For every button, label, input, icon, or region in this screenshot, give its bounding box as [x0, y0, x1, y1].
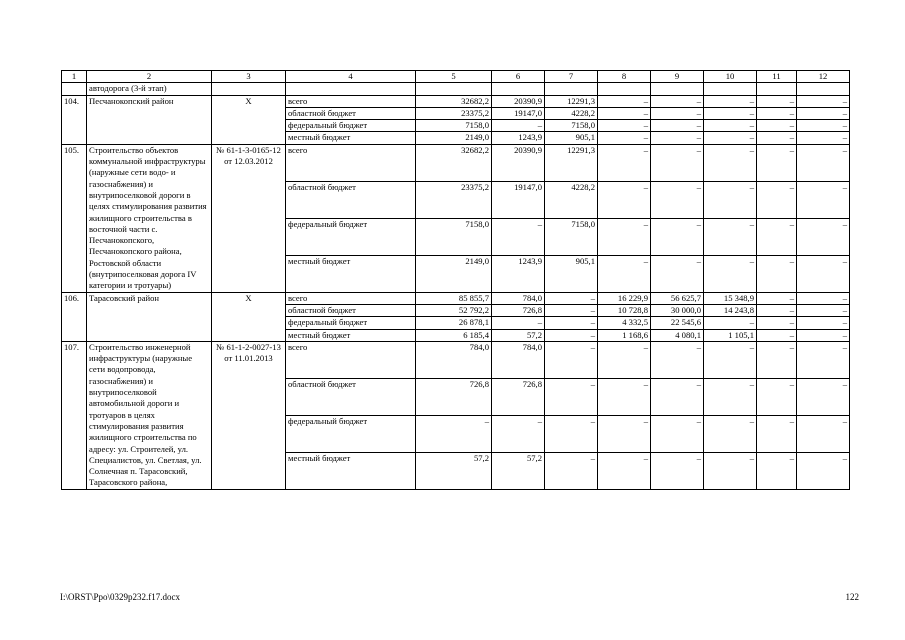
amount-cell: 905,1	[545, 255, 598, 292]
amount-cell: –	[704, 415, 757, 452]
amount-cell: 4228,2	[545, 181, 598, 218]
amount-cell: –	[545, 452, 598, 489]
table-row	[62, 341, 850, 378]
amount-cell: –	[545, 292, 598, 304]
amount-cell: 57,2	[416, 452, 492, 489]
header-cell: 4	[286, 71, 416, 83]
funding-source: областной бюджет	[286, 107, 416, 119]
amount-cell: –	[757, 317, 797, 329]
amount-cell: –	[704, 120, 757, 132]
amount-cell: –	[704, 95, 757, 107]
amount-cell: –	[757, 144, 797, 181]
header-cell: 9	[651, 71, 704, 83]
budget-table	[61, 70, 850, 490]
amount-cell: –	[545, 317, 598, 329]
amount-cell: –	[651, 415, 704, 452]
amount-cell: –	[797, 255, 850, 292]
amount-cell: –	[545, 304, 598, 316]
amount-cell: –	[545, 341, 598, 378]
funding-source: федеральный бюджет	[286, 218, 416, 255]
amount-cell: –	[492, 218, 545, 255]
funding-source: местный бюджет	[286, 452, 416, 489]
amount-cell: –	[598, 341, 651, 378]
amount-cell: –	[651, 95, 704, 107]
amount-cell: 30 000,0	[651, 304, 704, 316]
amount-cell: –	[598, 120, 651, 132]
object-name: Песчанокопский район	[87, 95, 212, 144]
amount-cell: 19147,0	[492, 107, 545, 119]
amount-cell: 1 168,6	[598, 329, 651, 341]
amount-cell: –	[757, 132, 797, 144]
amount-cell: –	[651, 120, 704, 132]
amount-cell: –	[757, 181, 797, 218]
amount-cell: 784,0	[416, 341, 492, 378]
amount-cell: –	[797, 452, 850, 489]
amount-cell: –	[704, 317, 757, 329]
funding-source: всего	[286, 144, 416, 181]
amount-cell: –	[545, 415, 598, 452]
amount-cell: –	[651, 107, 704, 119]
amount-cell: 6 185,4	[416, 329, 492, 341]
amount-cell: 57,2	[492, 452, 545, 489]
amount-cell: –	[598, 452, 651, 489]
amount-cell: –	[757, 255, 797, 292]
amount-cell: 4 080,1	[651, 329, 704, 341]
amount-cell: 10 728,8	[598, 304, 651, 316]
header-cell: 1	[62, 71, 87, 83]
amount-cell: –	[704, 132, 757, 144]
amount-cell: 4 332,5	[598, 317, 651, 329]
amount-cell: –	[598, 107, 651, 119]
document-reference: Х	[212, 95, 286, 144]
amount-cell: –	[797, 218, 850, 255]
amount-cell: –	[757, 120, 797, 132]
amount-cell: –	[797, 95, 850, 107]
amount-cell: –	[757, 95, 797, 107]
document-reference: Х	[212, 292, 286, 341]
amount-cell: 22 545,6	[651, 317, 704, 329]
amount-cell: 85 855,7	[416, 292, 492, 304]
amount-cell: 23375,2	[416, 181, 492, 218]
amount-cell: 2149,0	[416, 132, 492, 144]
amount-cell: –	[797, 181, 850, 218]
amount-cell: –	[416, 415, 492, 452]
amount-cell: 23375,2	[416, 107, 492, 119]
amount-cell: –	[704, 181, 757, 218]
object-name: Тарасовский район	[87, 292, 212, 341]
funding-source: местный бюджет	[286, 329, 416, 341]
table-row	[62, 292, 850, 304]
amount-cell: –	[598, 378, 651, 415]
amount-cell: –	[704, 378, 757, 415]
column-number-header	[62, 71, 850, 83]
amount-cell: –	[598, 415, 651, 452]
amount-cell: –	[598, 95, 651, 107]
header-cell: 8	[598, 71, 651, 83]
amount-cell: –	[704, 107, 757, 119]
amount-cell: –	[757, 304, 797, 316]
amount-cell: –	[704, 452, 757, 489]
row-number: 104.	[62, 95, 87, 144]
header-cell: 7	[545, 71, 598, 83]
funding-source: областной бюджет	[286, 304, 416, 316]
file-path: I:\ORST\Ppo\0329p232.f17.docx	[60, 592, 181, 602]
table-row	[62, 144, 850, 181]
amount-cell: 7158,0	[416, 218, 492, 255]
amount-cell: –	[651, 378, 704, 415]
amount-cell: –	[492, 415, 545, 452]
amount-cell: 57,2	[492, 329, 545, 341]
amount-cell: 7158,0	[545, 218, 598, 255]
amount-cell: 12291,3	[545, 144, 598, 181]
amount-cell: 15 348,9	[704, 292, 757, 304]
amount-cell: –	[598, 218, 651, 255]
amount-cell: –	[797, 292, 850, 304]
funding-source: всего	[286, 341, 416, 378]
amount-cell: 1 105,1	[704, 329, 757, 341]
amount-cell: –	[797, 378, 850, 415]
funding-source: федеральный бюджет	[286, 317, 416, 329]
amount-cell: –	[598, 132, 651, 144]
amount-cell: 26 878,1	[416, 317, 492, 329]
row-number: 105.	[62, 144, 87, 292]
amount-cell: –	[797, 120, 850, 132]
amount-cell: –	[797, 132, 850, 144]
amount-cell: 20390,9	[492, 95, 545, 107]
funding-source: федеральный бюджет	[286, 415, 416, 452]
amount-cell: 726,8	[492, 378, 545, 415]
amount-cell: 1243,9	[492, 255, 545, 292]
amount-cell: –	[598, 181, 651, 218]
amount-cell: 905,1	[545, 132, 598, 144]
amount-cell: –	[757, 107, 797, 119]
amount-cell: –	[598, 255, 651, 292]
amount-cell: –	[757, 329, 797, 341]
amount-cell: 1243,9	[492, 132, 545, 144]
amount-cell: 7158,0	[545, 120, 598, 132]
amount-cell: 52 792,2	[416, 304, 492, 316]
funding-source: всего	[286, 292, 416, 304]
funding-source: местный бюджет	[286, 255, 416, 292]
amount-cell: –	[797, 415, 850, 452]
amount-cell: –	[651, 132, 704, 144]
amount-cell: –	[704, 144, 757, 181]
amount-cell: 784,0	[492, 341, 545, 378]
page-number: 122	[845, 592, 859, 602]
amount-cell: –	[651, 255, 704, 292]
amount-cell: –	[797, 107, 850, 119]
header-cell: 6	[492, 71, 545, 83]
header-cell: 11	[757, 71, 797, 83]
amount-cell: –	[545, 378, 598, 415]
amount-cell: –	[704, 341, 757, 378]
amount-cell: –	[651, 452, 704, 489]
header-cell: 10	[704, 71, 757, 83]
amount-cell: –	[651, 144, 704, 181]
amount-cell: –	[598, 144, 651, 181]
header-cell: 2	[87, 71, 212, 83]
amount-cell: 19147,0	[492, 181, 545, 218]
amount-cell: –	[492, 317, 545, 329]
amount-cell: –	[797, 341, 850, 378]
header-cell: 3	[212, 71, 286, 83]
amount-cell: –	[757, 292, 797, 304]
amount-cell: 14 243,8	[704, 304, 757, 316]
continuation-row	[62, 83, 850, 95]
funding-source: областной бюджет	[286, 181, 416, 218]
amount-cell: 726,8	[492, 304, 545, 316]
row-number: 107.	[62, 341, 87, 489]
amount-cell: –	[651, 218, 704, 255]
amount-cell: –	[797, 304, 850, 316]
header-cell: 5	[416, 71, 492, 83]
amount-cell: –	[651, 341, 704, 378]
amount-cell: 726,8	[416, 378, 492, 415]
row-number: 106.	[62, 292, 87, 341]
amount-cell: 2149,0	[416, 255, 492, 292]
funding-source: федеральный бюджет	[286, 120, 416, 132]
amount-cell: –	[757, 415, 797, 452]
amount-cell: 16 229,9	[598, 292, 651, 304]
amount-cell: 12291,3	[545, 95, 598, 107]
amount-cell: –	[704, 255, 757, 292]
amount-cell: 56 625,7	[651, 292, 704, 304]
object-name: Строительство объектов коммунальной инфраструктуры (наружные сети водо- и газоснабжения) и внутрипоселковой дороги в целях стимулирования развития жилищного строительства в восточной части с. Песчанокопского, Песчанокопского района, Ростовской области (внутрипоселковая дорога IV категории и тротуары)	[87, 144, 212, 292]
amount-cell: –	[797, 144, 850, 181]
amount-cell: 4228,2	[545, 107, 598, 119]
header-cell: 12	[797, 71, 850, 83]
amount-cell: –	[757, 378, 797, 415]
funding-source: местный бюджет	[286, 132, 416, 144]
document-reference: № 61-1-2-0027-13 от 11.01.2013	[212, 341, 286, 489]
amount-cell: –	[704, 218, 757, 255]
amount-cell: 32682,2	[416, 95, 492, 107]
amount-cell: –	[797, 317, 850, 329]
amount-cell: –	[545, 329, 598, 341]
amount-cell: 20390,9	[492, 144, 545, 181]
object-name: Строительство инженерной инфраструктуры (наружные сети водопровода, газоснабжения) и внутрипоселковой автомобильной дороги и тротуаров в целях стимулирования развития жилищного строительства по адресу: ул. Строителей, ул. Специалистов, ул. Светлая, ул. Солнечная п. Тарасовский, Тарасовского района,	[87, 341, 212, 489]
amount-cell: –	[757, 341, 797, 378]
funding-source: всего	[286, 95, 416, 107]
funding-source: областной бюджет	[286, 378, 416, 415]
table-row	[62, 95, 850, 107]
amount-cell: –	[757, 218, 797, 255]
amount-cell: –	[492, 120, 545, 132]
amount-cell: –	[651, 181, 704, 218]
amount-cell: –	[757, 452, 797, 489]
amount-cell: 32682,2	[416, 144, 492, 181]
object-name: автодорога (3-й этап)	[87, 83, 212, 95]
amount-cell: 7158,0	[416, 120, 492, 132]
amount-cell: 784,0	[492, 292, 545, 304]
document-reference: № 61-1-3-0165-12 от 12.03.2012	[212, 144, 286, 292]
amount-cell: –	[797, 329, 850, 341]
